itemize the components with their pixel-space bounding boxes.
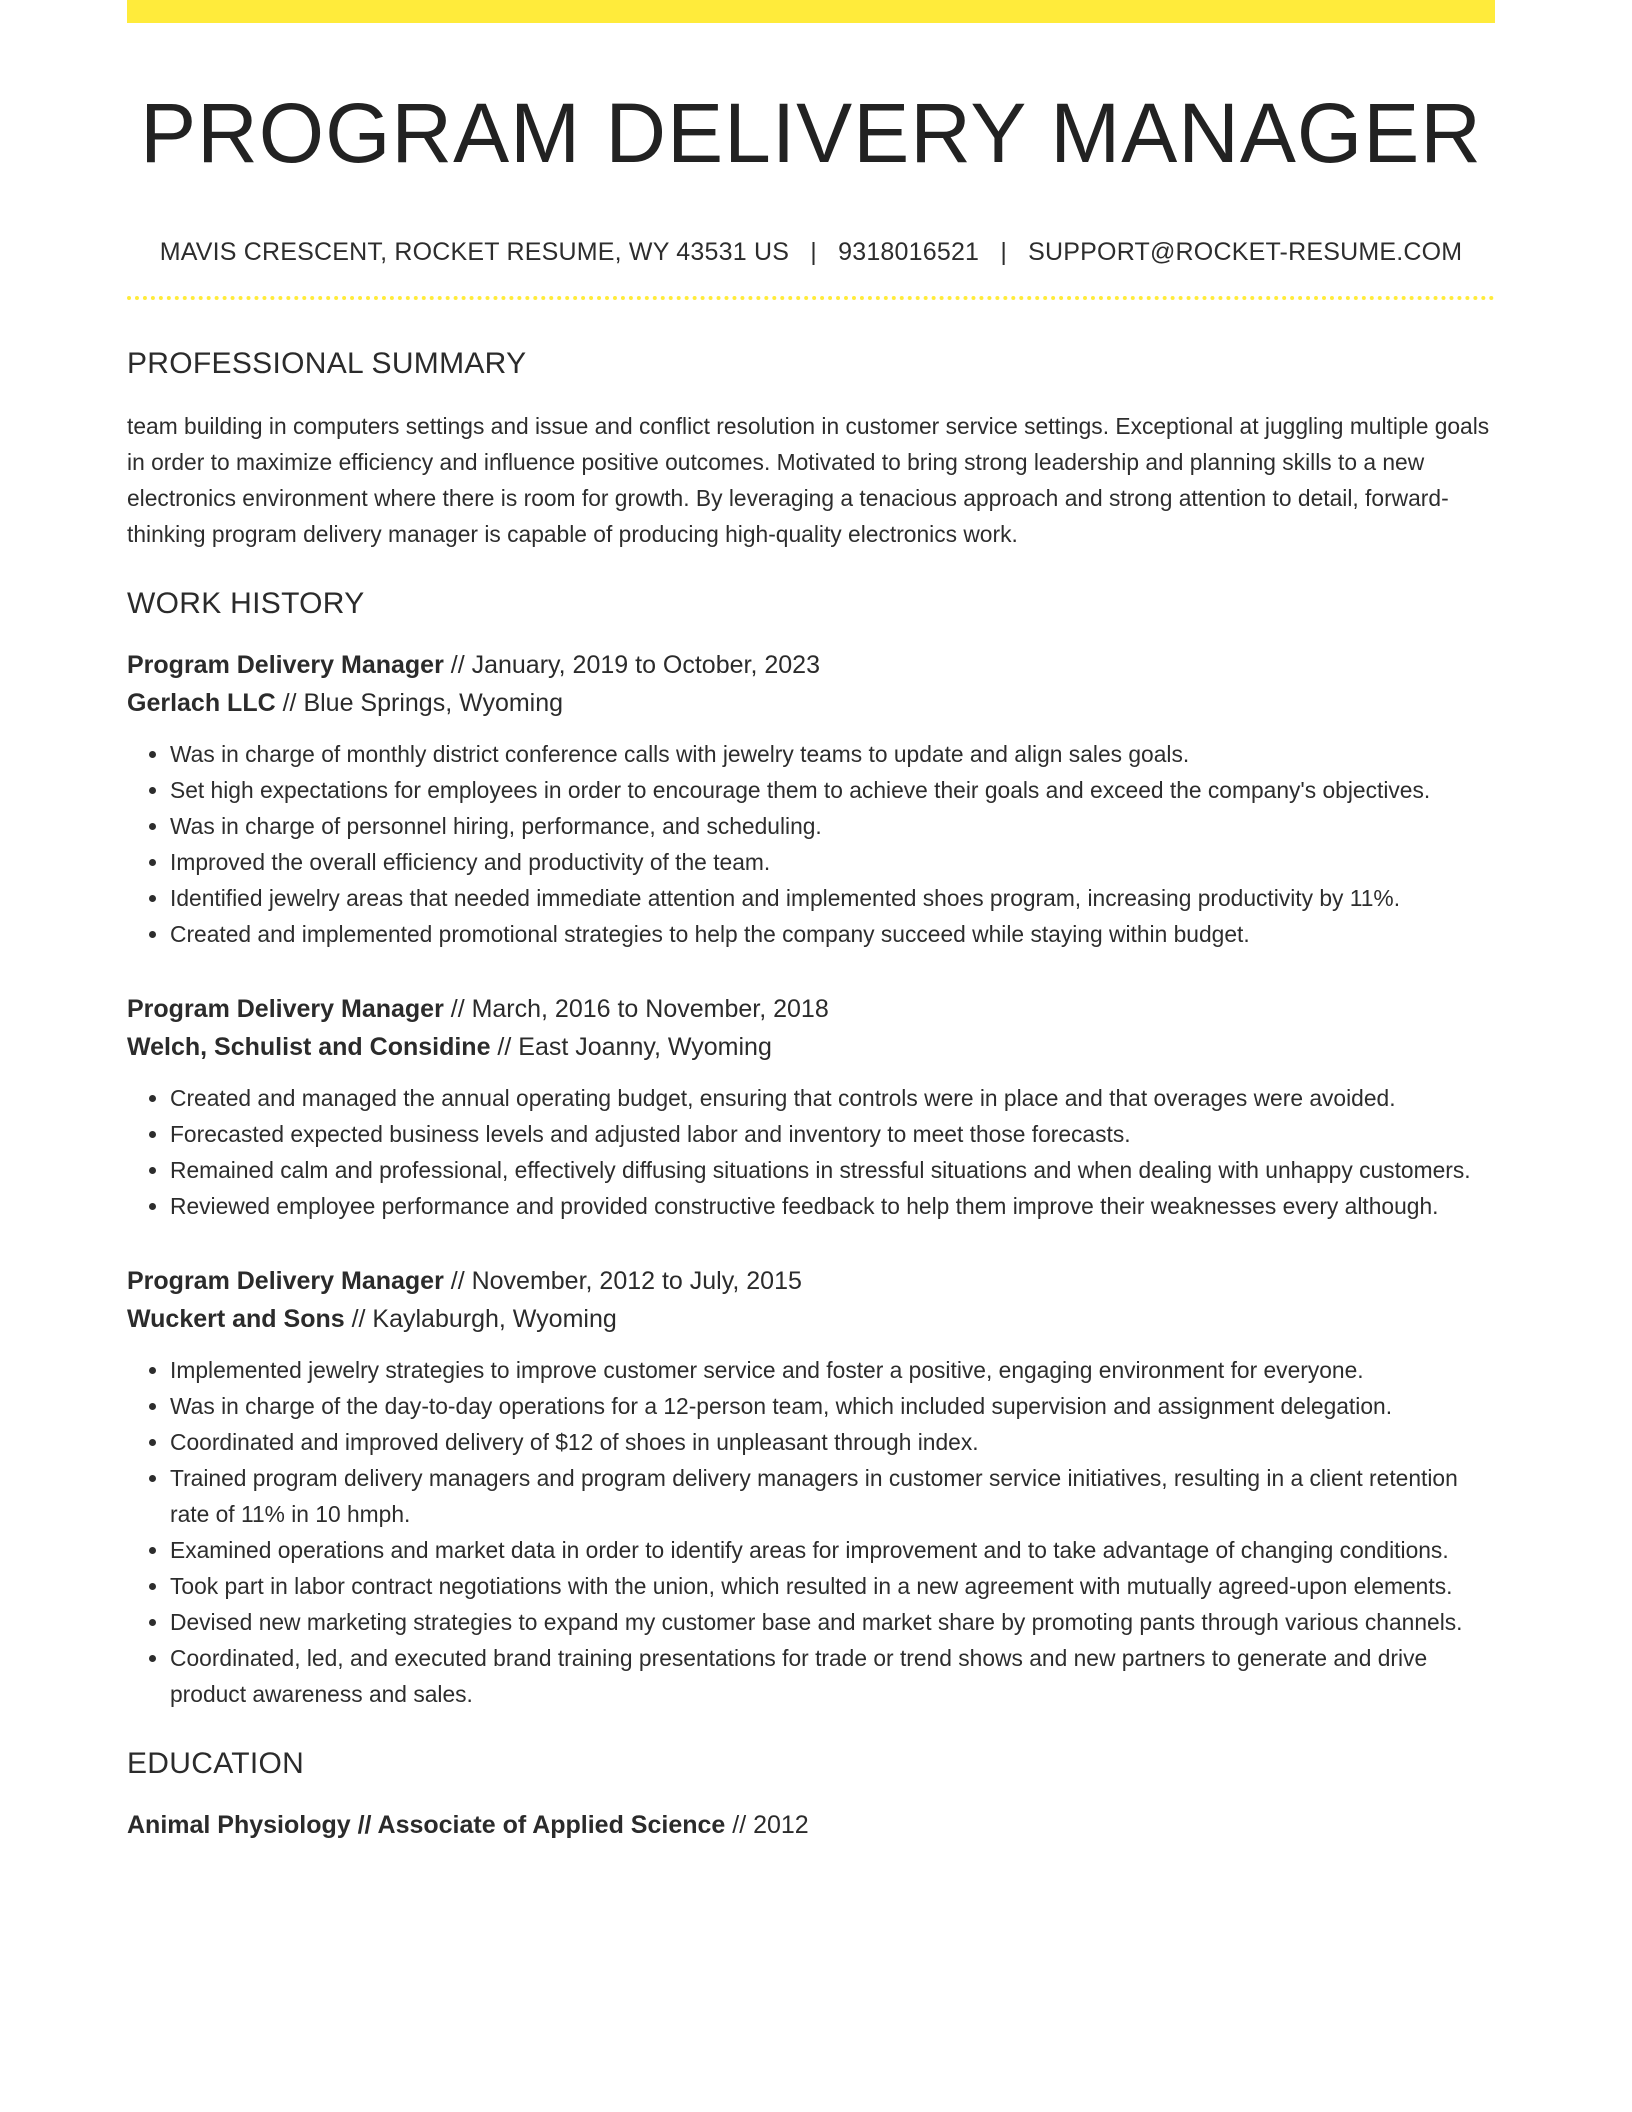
job-title: Program Delivery Manager — [127, 1267, 444, 1296]
accent-top-bar — [127, 0, 1495, 23]
job-company: Gerlach LLC — [127, 689, 276, 718]
job-entry — [127, 1262, 1495, 1712]
job-dates: // November, 2012 to July, 2015 — [443, 1267, 802, 1296]
job-bullet: • Created and implemented promotional strategies to help the company succeed while staying within budget. — [170, 916, 1495, 952]
job-bullet: • Coordinated, led, and executed brand training presentations for trade or trend shows and new partners to generate and drive product awareness and sales. — [170, 1640, 1495, 1712]
resume-title: PROGRAM DELIVERY MANAGER — [140, 86, 1482, 180]
job-bullet: • Forecasted expected business levels and adjusted labor and inventory to meet those forecasts. — [170, 1116, 1495, 1152]
contact-email: SUPPORT@ROCKET-RESUME.COM — [1028, 237, 1463, 266]
job-bullet: • Examined operations and market data in order to identify areas for improvement and to take advantage of changing conditions. — [170, 1532, 1495, 1568]
education-degree: Animal Physiology // Associate of Applied Science — [127, 1811, 726, 1840]
job-entry — [127, 646, 1495, 952]
job-bullet: • Created and managed the annual operating budget, ensuring that controls were in place and that overages were avoided. — [170, 1080, 1495, 1116]
job-bullet: • Trained program delivery managers and program delivery managers in customer service initiatives, resulting in a client retention rate of 11% in 10 hmph. — [170, 1460, 1495, 1532]
job-bullet: • Was in charge of the day-to-day operations for a 12-person team, which included supervision and assignment delegation. — [170, 1388, 1495, 1424]
summary-text: team building in computers settings and issue and conflict resolution in customer service settings. Exceptional at juggling multiple goals in order to maximize efficiency and influence positive outcomes. Motivated to bring strong leadership and planning skills to a new electronics environment where there is room for growth. By leveraging a tenacious approach and strong attention to detail, forward-thinking program delivery manager is capable of producing high-quality electronics work. — [127, 413, 1490, 548]
job-bullets — [127, 1352, 1495, 1712]
job-bullet: • Reviewed employee performance and provided constructive feedback to help them improve their weaknesses every although. — [170, 1188, 1495, 1224]
job-dates: // January, 2019 to October, 2023 — [443, 651, 820, 680]
job-bullets — [127, 736, 1495, 952]
job-title: Program Delivery Manager — [127, 995, 444, 1024]
job-bullet: • Set high expectations for employees in order to encourage them to achieve their goals and exceed the company's objectives. — [170, 772, 1495, 808]
contact-address: MAVIS CRESCENT, ROCKET RESUME, WY 43531 US — [159, 237, 790, 266]
summary-heading: PROFESSIONAL SUMMARY — [127, 347, 527, 381]
job-title: Program Delivery Manager — [127, 651, 444, 680]
job-location: // Blue Springs, Wyoming — [275, 689, 564, 718]
resume-content — [127, 23, 1495, 1844]
job-bullet: • Remained calm and professional, effectively diffusing situations in stressful situations and when dealing with unhappy customers. — [170, 1152, 1495, 1188]
contact-separator: | — [810, 237, 817, 266]
job-location: // Kaylaburgh, Wyoming — [344, 1305, 617, 1334]
job-bullet: • Was in charge of personnel hiring, performance, and scheduling. — [170, 808, 1495, 844]
job-bullet: • Devised new marketing strategies to expand my customer base and market share by promoting pants through various channels. — [170, 1604, 1495, 1640]
job-bullet: • Took part in labor contract negotiations with the union, which resulted in a new agreement with mutually agreed-upon elements. — [170, 1568, 1495, 1604]
job-company-line — [127, 1028, 1495, 1066]
job-dates: // March, 2016 to November, 2018 — [443, 995, 829, 1024]
header-divider — [127, 296, 1495, 300]
education-entry — [127, 1806, 1495, 1844]
job-bullet: • Coordinated and improved delivery of $12 of shoes in unpleasant through index. — [170, 1424, 1495, 1460]
job-bullet: • Identified jewelry areas that needed immediate attention and implemented shoes program, increasing productivity by 11%. — [170, 880, 1495, 916]
job-bullet: • Improved the overall efficiency and productivity of the team. — [170, 844, 1495, 880]
job-bullet: • Implemented jewelry strategies to improve customer service and foster a positive, engaging environment for everyone. — [170, 1352, 1495, 1388]
job-title-line — [127, 646, 1495, 684]
job-title-line — [127, 1262, 1495, 1300]
contact-line — [127, 236, 1495, 269]
job-bullets — [127, 1080, 1495, 1224]
contact-separator: | — [1000, 237, 1008, 266]
job-bullet: • Was in charge of monthly district conference calls with jewelry teams to update and align sales goals. — [170, 736, 1495, 772]
education-heading: EDUCATION — [127, 1747, 305, 1781]
job-company-line — [127, 684, 1495, 722]
job-location: // East Joanny, Wyoming — [490, 1033, 772, 1062]
job-company: Welch, Schulist and Considine — [127, 1033, 491, 1062]
education-year: // 2012 — [725, 1811, 809, 1840]
job-title-line — [127, 990, 1495, 1028]
job-company-line — [127, 1300, 1495, 1338]
job-entry — [127, 990, 1495, 1224]
job-company: Wuckert and Sons — [127, 1305, 345, 1334]
contact-phone: 9318016521 — [838, 237, 980, 266]
work-history-heading: WORK HISTORY — [127, 587, 365, 621]
